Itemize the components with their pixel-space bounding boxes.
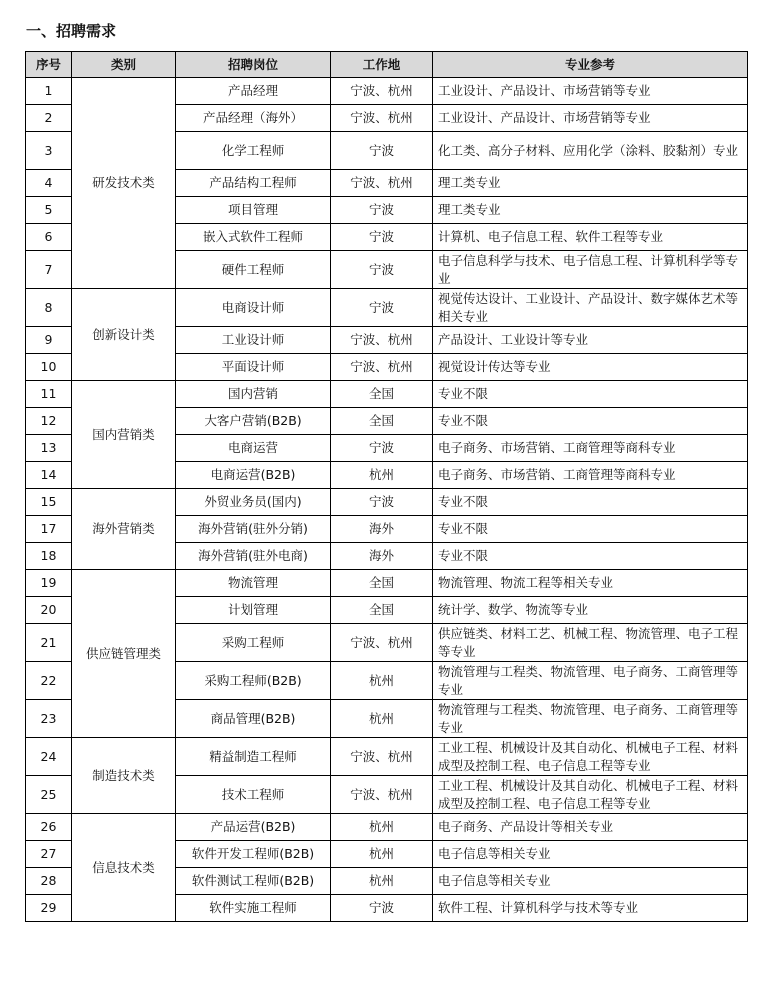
cell-location: 杭州 [331, 700, 433, 738]
cell-category: 供应链管理类 [72, 570, 176, 738]
cell-major: 理工类专业 [433, 197, 748, 224]
cell-no: 21 [26, 624, 72, 662]
cell-no: 6 [26, 224, 72, 251]
cell-position: 软件实施工程师 [176, 895, 331, 922]
cell-major: 工业工程、机械设计及其自动化、机械电子工程、材料成型及控制工程、电子信息工程等专业 [433, 738, 748, 776]
cell-major: 电子信息科学与技术、电子信息工程、计算机科学等专业 [433, 251, 748, 289]
cell-position: 电商设计师 [176, 289, 331, 327]
cell-major: 电子信息等相关专业 [433, 841, 748, 868]
cell-position: 国内营销 [176, 381, 331, 408]
cell-no: 25 [26, 776, 72, 814]
cell-position: 软件开发工程师(B2B) [176, 841, 331, 868]
cell-category: 研发技术类 [72, 78, 176, 289]
cell-major: 物流管理、物流工程等相关专业 [433, 570, 748, 597]
cell-position: 精益制造工程师 [176, 738, 331, 776]
recruitment-table [25, 51, 748, 922]
cell-location: 宁波、杭州 [331, 78, 433, 105]
table-row [26, 814, 748, 841]
cell-position: 电商运营(B2B) [176, 462, 331, 489]
cell-major: 专业不限 [433, 543, 748, 570]
cell-no: 20 [26, 597, 72, 624]
header-no: 序号 [26, 52, 72, 78]
cell-position: 产品经理 [176, 78, 331, 105]
cell-category: 创新设计类 [72, 289, 176, 381]
cell-position: 产品经理（海外） [176, 105, 331, 132]
cell-major: 工业设计、产品设计、市场营销等专业 [433, 78, 748, 105]
cell-no: 17 [26, 516, 72, 543]
table-row [26, 289, 748, 327]
cell-position: 平面设计师 [176, 354, 331, 381]
cell-location: 宁波、杭州 [331, 776, 433, 814]
cell-location: 杭州 [331, 841, 433, 868]
table-body [26, 78, 748, 922]
cell-major: 供应链类、材料工艺、机械工程、物流管理、电子工程等专业 [433, 624, 748, 662]
cell-no: 9 [26, 327, 72, 354]
header-location: 工作地 [331, 52, 433, 78]
cell-no: 3 [26, 132, 72, 170]
cell-location: 海外 [331, 516, 433, 543]
cell-category: 信息技术类 [72, 814, 176, 922]
cell-position: 海外营销(驻外分销) [176, 516, 331, 543]
cell-no: 29 [26, 895, 72, 922]
section-title: 一、招聘需求 [26, 22, 117, 40]
cell-location: 杭州 [331, 662, 433, 700]
cell-no: 12 [26, 408, 72, 435]
cell-major: 物流管理与工程类、物流管理、电子商务、工商管理等专业 [433, 662, 748, 700]
cell-major: 视觉传达设计、工业设计、产品设计、数字媒体艺术等相关专业 [433, 289, 748, 327]
cell-major: 专业不限 [433, 516, 748, 543]
cell-location: 杭州 [331, 814, 433, 841]
cell-location: 宁波、杭州 [331, 354, 433, 381]
cell-position: 产品运营(B2B) [176, 814, 331, 841]
cell-no: 2 [26, 105, 72, 132]
cell-major: 电子商务、产品设计等相关专业 [433, 814, 748, 841]
cell-major: 化工类、高分子材料、应用化学（涂料、胶黏剂）专业 [433, 132, 748, 170]
cell-position: 化学工程师 [176, 132, 331, 170]
header-category: 类别 [72, 52, 176, 78]
cell-location: 宁波、杭州 [331, 624, 433, 662]
cell-no: 28 [26, 868, 72, 895]
cell-location: 宁波 [331, 489, 433, 516]
cell-position: 大客户营销(B2B) [176, 408, 331, 435]
cell-major: 理工类专业 [433, 170, 748, 197]
cell-position: 商品管理(B2B) [176, 700, 331, 738]
cell-major: 统计学、数学、物流等专业 [433, 597, 748, 624]
cell-location: 全国 [331, 381, 433, 408]
cell-major: 视觉设计传达等专业 [433, 354, 748, 381]
cell-category: 海外营销类 [72, 489, 176, 570]
cell-no: 18 [26, 543, 72, 570]
cell-location: 宁波、杭州 [331, 170, 433, 197]
cell-location: 宁波、杭州 [331, 738, 433, 776]
cell-no: 14 [26, 462, 72, 489]
cell-location: 宁波 [331, 224, 433, 251]
cell-position: 工业设计师 [176, 327, 331, 354]
cell-position: 计划管理 [176, 597, 331, 624]
cell-no: 8 [26, 289, 72, 327]
cell-major: 计算机、电子信息工程、软件工程等专业 [433, 224, 748, 251]
cell-position: 采购工程师 [176, 624, 331, 662]
cell-major: 物流管理与工程类、物流管理、电子商务、工商管理等专业 [433, 700, 748, 738]
cell-position: 物流管理 [176, 570, 331, 597]
cell-location: 全国 [331, 408, 433, 435]
cell-position: 硬件工程师 [176, 251, 331, 289]
cell-position: 项目管理 [176, 197, 331, 224]
cell-major: 工业工程、机械设计及其自动化、机械电子工程、材料成型及控制工程、电子信息工程等专业 [433, 776, 748, 814]
cell-no: 26 [26, 814, 72, 841]
cell-major: 电子商务、市场营销、工商管理等商科专业 [433, 462, 748, 489]
cell-major: 电子信息等相关专业 [433, 868, 748, 895]
cell-location: 全国 [331, 597, 433, 624]
cell-category: 国内营销类 [72, 381, 176, 489]
table-row [26, 738, 748, 776]
cell-no: 7 [26, 251, 72, 289]
cell-position: 外贸业务员(国内) [176, 489, 331, 516]
cell-position: 采购工程师(B2B) [176, 662, 331, 700]
cell-no: 15 [26, 489, 72, 516]
cell-no: 24 [26, 738, 72, 776]
cell-position: 嵌入式软件工程师 [176, 224, 331, 251]
cell-no: 19 [26, 570, 72, 597]
cell-position: 软件测试工程师(B2B) [176, 868, 331, 895]
cell-no: 1 [26, 78, 72, 105]
cell-major: 专业不限 [433, 489, 748, 516]
cell-location: 杭州 [331, 868, 433, 895]
table-row [26, 570, 748, 597]
table-row [26, 489, 748, 516]
cell-major: 电子商务、市场营销、工商管理等商科专业 [433, 435, 748, 462]
cell-no: 22 [26, 662, 72, 700]
header-major: 专业参考 [433, 52, 748, 78]
cell-major: 专业不限 [433, 408, 748, 435]
cell-location: 宁波、杭州 [331, 105, 433, 132]
cell-major: 软件工程、计算机科学与技术等专业 [433, 895, 748, 922]
cell-no: 5 [26, 197, 72, 224]
cell-position: 产品结构工程师 [176, 170, 331, 197]
cell-no: 4 [26, 170, 72, 197]
cell-location: 杭州 [331, 462, 433, 489]
cell-location: 全国 [331, 570, 433, 597]
cell-major: 专业不限 [433, 381, 748, 408]
cell-location: 宁波 [331, 197, 433, 224]
cell-location: 宁波 [331, 289, 433, 327]
cell-position: 海外营销(驻外电商) [176, 543, 331, 570]
cell-category: 制造技术类 [72, 738, 176, 814]
table-header-row [26, 52, 748, 78]
table-row [26, 381, 748, 408]
cell-location: 宁波 [331, 435, 433, 462]
cell-no: 23 [26, 700, 72, 738]
cell-location: 宁波 [331, 895, 433, 922]
cell-location: 宁波 [331, 132, 433, 170]
cell-no: 27 [26, 841, 72, 868]
cell-no: 11 [26, 381, 72, 408]
table-row [26, 78, 748, 105]
cell-no: 10 [26, 354, 72, 381]
header-position: 招聘岗位 [176, 52, 331, 78]
cell-location: 宁波、杭州 [331, 327, 433, 354]
cell-no: 13 [26, 435, 72, 462]
cell-major: 产品设计、工业设计等专业 [433, 327, 748, 354]
cell-location: 宁波 [331, 251, 433, 289]
cell-position: 电商运营 [176, 435, 331, 462]
cell-position: 技术工程师 [176, 776, 331, 814]
cell-location: 海外 [331, 543, 433, 570]
cell-major: 工业设计、产品设计、市场营销等专业 [433, 105, 748, 132]
